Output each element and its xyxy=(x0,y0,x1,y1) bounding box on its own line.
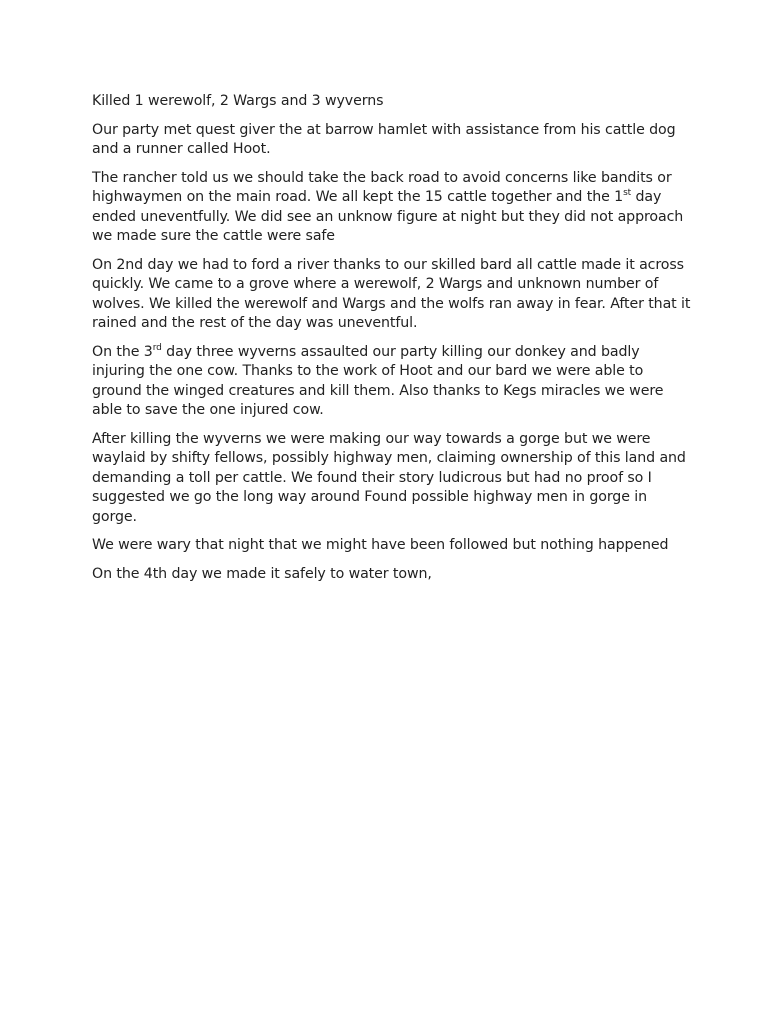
paragraph-day-three xyxy=(92,343,692,421)
day-three-text-start: On the 3 xyxy=(92,343,153,360)
paragraph-day-one xyxy=(92,169,692,247)
day-three-text-end: day three wyverns assaulted our party killing our donkey and badly injuring the one cow. Thanks to the work of Hoot and our bard we were able to ground the winged creatures and kill them. Also thanks to Kegs miracles we were able to save the one injured cow. xyxy=(92,343,664,418)
paragraph-day-four: On the 4th day we made it safely to water town, xyxy=(92,565,432,582)
paragraph-wyverns-aftermath: After killing the wyverns we were making our way towards a gorge but we were waylaid by shifty fellows, possibly highway men, claiming ownership of this land and demanding a toll per cattle. We found their story ludicrous but had no proof so I suggested we go the long way around Found possible highway men in gorge in gorge. xyxy=(92,430,686,525)
day-one-text-start: The rancher told us we should take the back road to avoid concerns like bandits or highwaymen on the main road. We all kept the 15 cattle together and the 1 xyxy=(92,169,672,205)
paragraph-day-two: On 2nd day we had to ford a river thanks to our skilled bard all cattle made it across quickly. We came to a grove where a werewolf, 2 Wargs and unknown number of wolves. We killed the werewolf and Wargs and the wolfs ran away in fear. After that it rained and the rest of the day was uneventful. xyxy=(92,256,691,331)
day-one-text-end: day ended uneventfully. We did see an unknow figure at night but they did not approach we made sure the cattle were safe xyxy=(92,189,684,244)
day-one-ordinal-suffix: st xyxy=(623,188,632,198)
paragraph-quest-giver: Our party met quest giver the at barrow hamlet with assistance from his cattle dog and a runner called Hoot. xyxy=(92,121,676,157)
paragraph-summary: Killed 1 werewolf, 2 Wargs and 3 wyverns xyxy=(92,93,384,109)
document-page xyxy=(92,92,692,593)
day-three-ordinal-suffix: rd xyxy=(152,342,162,353)
paragraph-night-watch: We were wary that night that we might have been followed but nothing happened xyxy=(92,537,669,553)
